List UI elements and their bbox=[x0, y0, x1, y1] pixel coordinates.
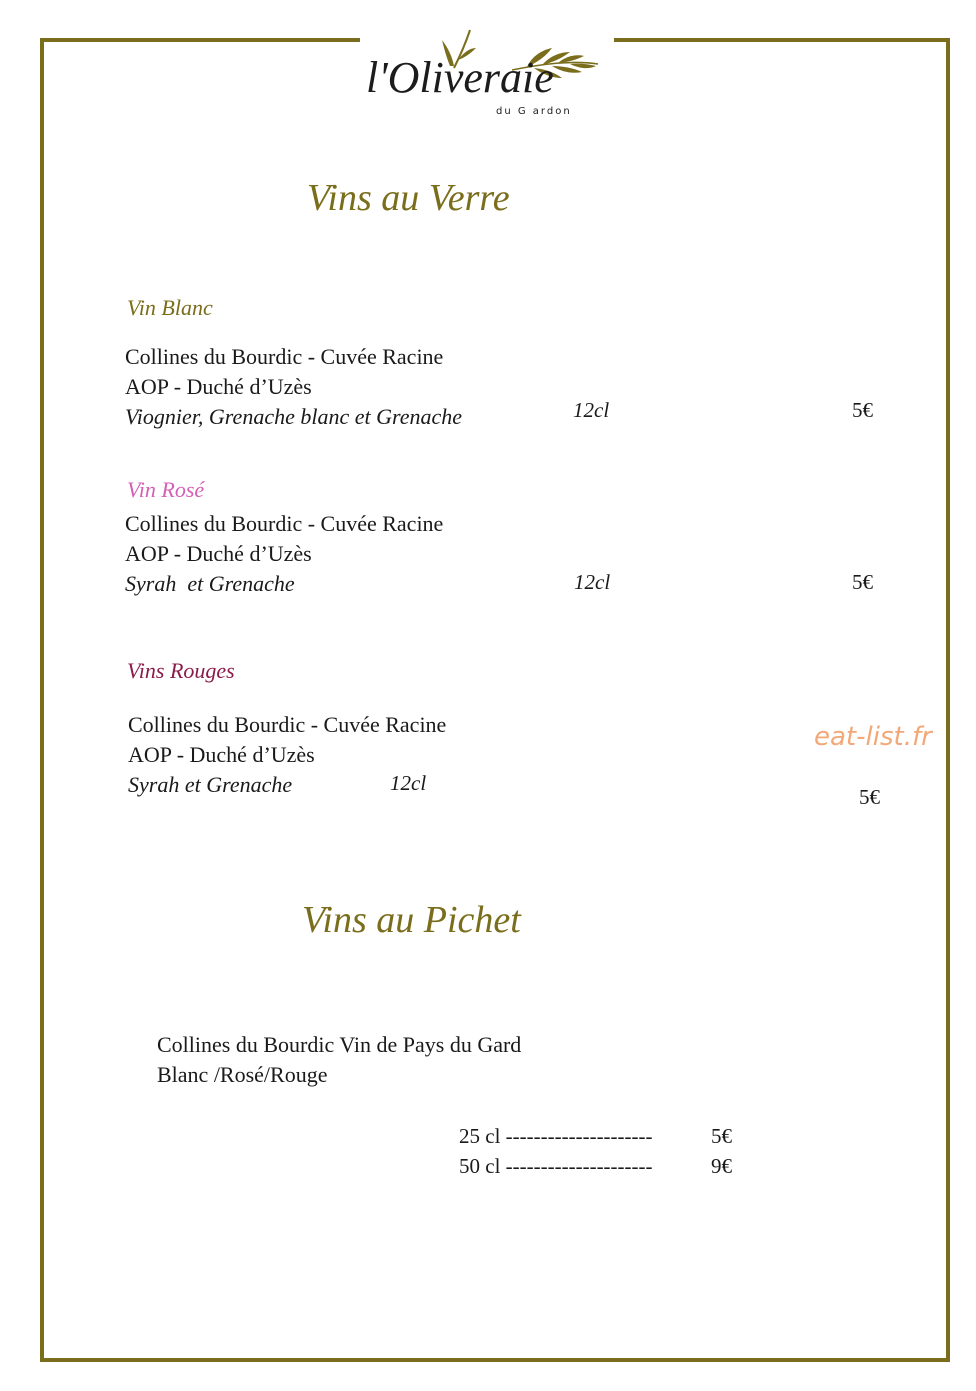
wine-appellation: AOP - Duché d’Uzès bbox=[125, 541, 312, 566]
wine-appellation: AOP - Duché d’Uzès bbox=[125, 374, 312, 399]
wine-appellation: AOP - Duché d’Uzès bbox=[128, 742, 315, 767]
logo-subtitle: du G ardon bbox=[496, 106, 572, 117]
frame-top-left bbox=[40, 38, 360, 42]
pitcher-name: Collines du Bourdic Vin de Pays du Gard bbox=[157, 1032, 522, 1057]
pitcher-size: 50 cl --------------------- bbox=[459, 1154, 653, 1178]
category-vins-rouges: Vins Rouges bbox=[127, 658, 235, 683]
pitcher-row-50 bbox=[459, 1151, 653, 1181]
category-vin-blanc: Vin Blanc bbox=[127, 295, 213, 320]
frame-right bbox=[946, 38, 950, 1362]
wine-grapes: Syrah et Grenache bbox=[128, 772, 293, 797]
pitcher-row-25 bbox=[459, 1121, 653, 1151]
pitcher-price-50: 9€ bbox=[711, 1154, 732, 1178]
wine-entry-rose bbox=[125, 509, 443, 599]
wine-name: Collines du Bourdic - Cuvée Racine bbox=[128, 712, 447, 737]
section-title-glass: Vins au Verre bbox=[307, 177, 510, 219]
wine-entry-blanc bbox=[125, 342, 462, 432]
wine-volume: 12cl bbox=[573, 398, 610, 422]
category-vin-rose: Vin Rosé bbox=[127, 477, 205, 502]
section-title-pitcher: Vins au Pichet bbox=[302, 899, 521, 941]
wine-price: 5€ bbox=[852, 570, 873, 594]
wine-name: Collines du Bourdic - Cuvée Racine bbox=[125, 344, 444, 369]
logo-wordmark: l'Oliveraie bbox=[366, 53, 554, 102]
pitcher-description bbox=[157, 1030, 521, 1090]
pitcher-price-25: 5€ bbox=[711, 1124, 732, 1148]
pitcher-size: 25 cl --------------------- bbox=[459, 1124, 653, 1148]
wine-grapes: Syrah et Grenache bbox=[125, 571, 295, 596]
wine-name: Collines du Bourdic - Cuvée Racine bbox=[125, 511, 444, 536]
wine-volume: 12cl bbox=[390, 771, 427, 795]
frame-top-right bbox=[614, 38, 950, 42]
wine-price: 5€ bbox=[859, 785, 880, 809]
wine-price: 5€ bbox=[852, 398, 873, 422]
wine-volume: 12cl bbox=[574, 570, 611, 594]
pitcher-colors: Blanc /Rosé/Rouge bbox=[157, 1062, 328, 1087]
wine-grapes: Viognier, Grenache blanc et Grenache bbox=[125, 404, 463, 429]
frame-bottom bbox=[40, 1358, 950, 1362]
frame-left bbox=[40, 38, 44, 1362]
logo bbox=[362, 26, 612, 126]
watermark: eat-list.fr bbox=[814, 722, 932, 752]
